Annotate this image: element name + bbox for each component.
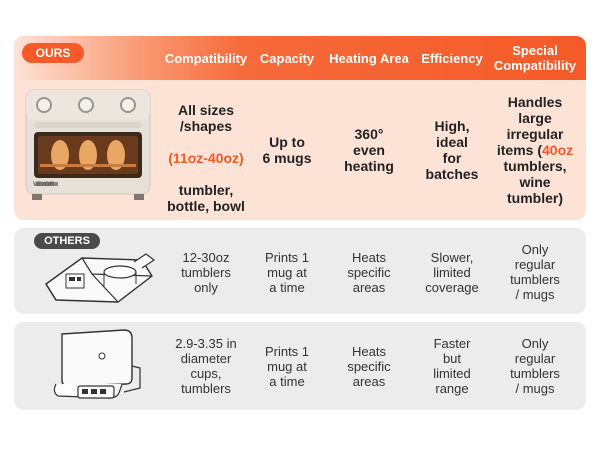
others-2-capacity: Prints 1 mug at a time <box>264 343 310 389</box>
mug-press-image <box>48 326 148 406</box>
ours-special <box>488 84 582 216</box>
others-1-compatibility: 12-30oz tumblers only <box>181 249 231 295</box>
ours-heating-area: 360° even heating <box>344 126 394 174</box>
others-2-compatibility: 2.9-3.35 in diameter cups, tumblers <box>175 336 237 396</box>
ours-special-highlight: 40oz <box>542 142 574 158</box>
col-header-efficiency: Efficiency <box>421 50 483 66</box>
others-1-efficiency: Slower, limited coverage <box>425 249 479 295</box>
tumbler-heat-press-image <box>38 250 158 312</box>
others-2-efficiency: Faster but limited range <box>433 336 471 396</box>
others-1-heating-area: Heats specific areas <box>347 249 391 295</box>
air-fryer-oven-image <box>22 88 154 206</box>
others-2-heating-area: Heats specific areas <box>347 343 391 389</box>
col-header-heating-area: Heating Area <box>329 50 409 66</box>
col-header-compatibility: Compatibility <box>164 50 248 66</box>
ours-capacity: Up to 6 mugs <box>262 134 312 166</box>
others-badge: OTHERS <box>34 233 100 249</box>
ours-compatibility-highlight: (11oz-40oz) <box>168 150 244 166</box>
others-1-capacity: Prints 1 mug at a time <box>264 249 310 295</box>
others-2-special: Only regular tumblers / mugs <box>510 336 560 396</box>
col-header-special-compatibility: Special Compatibility <box>493 43 577 73</box>
col-header-capacity: Capacity <box>259 50 315 66</box>
ours-badge: OURS <box>22 43 84 63</box>
ours-compatibility-line2: tumbler, bottle, bowl <box>167 182 245 214</box>
ours-efficiency: High, ideal for batches <box>425 118 479 182</box>
ours-compatibility-line1: All sizes /shapes <box>177 102 234 134</box>
brand-label: VEVOR <box>33 182 55 188</box>
others-1-special: Only regular tumblers / mugs <box>510 242 560 302</box>
ours-special-before: Handles large irregular items ( <box>496 94 564 158</box>
ours-compatibility <box>160 84 252 216</box>
ours-special-after: tumblers, wine tumbler) <box>503 158 567 206</box>
